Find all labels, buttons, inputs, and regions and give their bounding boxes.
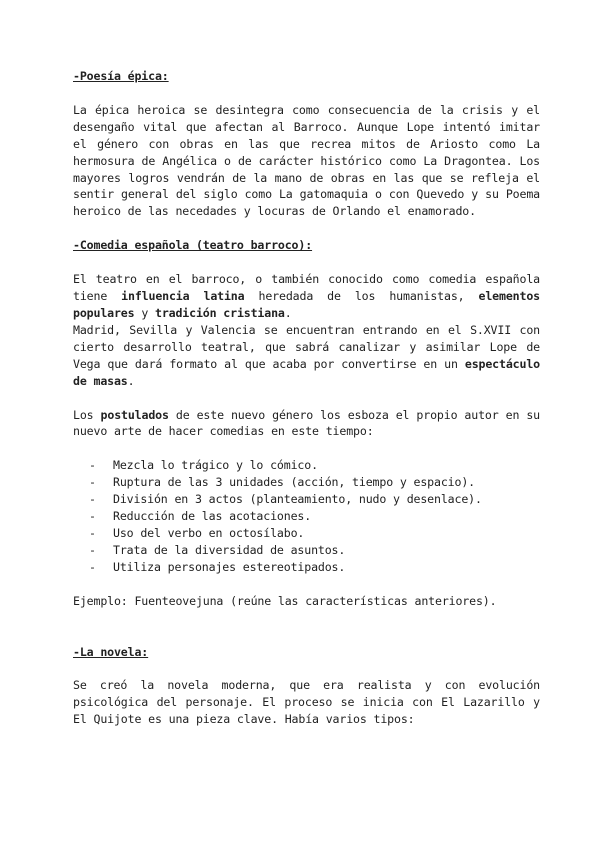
heading-poesia-epica: -Poesía épica: <box>73 69 169 83</box>
text-run: Madrid, Sevilla y Valencia se encuentran entrando en el S.XVII con cierto desarrollo teatral, que sabrá canalizar y asimilar Lope de Vega que dará formato al que acaba por convertirse en un <box>73 322 540 371</box>
bold-term: espectáculo de masas <box>73 356 540 388</box>
bullet-dash: - <box>89 458 96 473</box>
text-run: Los <box>73 407 101 422</box>
bullet-dash: - <box>89 559 96 574</box>
heading-novela: -La novela: <box>73 644 149 659</box>
list-item-text: Mezcla lo trágico y lo cómico. <box>113 458 318 473</box>
list-item <box>89 542 540 559</box>
bullet-dash: - <box>89 542 96 557</box>
paragraph-comedia-1 <box>73 271 540 322</box>
list-item <box>89 491 540 508</box>
text-run: . <box>284 305 292 320</box>
paragraph-comedia-2 <box>73 322 540 390</box>
bullet-list <box>73 457 540 575</box>
list-item-text: Trata de la diversidad de asuntos. <box>113 542 346 557</box>
list-item-text: Utiliza personajes estereotipados. <box>113 559 346 574</box>
text-run: de este nuevo género los esboza el propio autor en su nuevo arte de hacer comedias en este tiempo: <box>73 407 540 439</box>
paragraph-epica: La épica heroica se desintegra como consecuencia de la crisis y el desengaño vital que afectan al Barroco. Aunque Lope intentó imitar el género con obras en las que recrea mitos de Ariosto como La hermosura de Angélica o de carácter histórico como La Dragontea. Los mayores logros vendrán de la mano de obras en las que se refleja el sentir general del siglo como La gatomaquia o con Quevedo y su Poema heroico de las necedades y locuras de Orlando el enamorado. <box>73 102 540 219</box>
list-item <box>89 559 540 576</box>
text-run: heredada de los humanistas, <box>244 289 479 304</box>
list-item-text: División en 3 actos (planteamiento, nudo y desenlace). <box>113 492 482 507</box>
paragraph-comedia-3 <box>73 407 540 441</box>
bullet-dash: - <box>89 475 96 490</box>
list-item <box>89 474 540 491</box>
paragraph-novela: Se creó la novela moderna, que era realista y con evolución psicológica del personaje. El proceso se inicia con El Lazarillo y El Quijote es una pieza clave. Había varios tipos: <box>73 678 540 727</box>
list-item-text: Reducción de las acotaciones. <box>113 509 312 524</box>
bullet-dash: - <box>89 492 96 507</box>
text-run: y <box>134 305 155 320</box>
heading-comedia: -Comedia española (teatro barroco): <box>73 238 313 253</box>
bold-term: elementos populares <box>73 289 540 320</box>
bullet-dash: - <box>89 525 96 540</box>
bold-term: postulados <box>100 407 169 422</box>
list-item <box>89 525 540 542</box>
paragraph-ejemplo: Ejemplo: Fuenteovejuna (reúne las características anteriores). <box>73 593 497 608</box>
list-item <box>89 508 540 525</box>
text-run: El teatro en el barroco, o también conocido como comedia española tiene <box>73 272 540 304</box>
bold-term: influencia latina <box>121 289 245 304</box>
list-item <box>89 457 540 474</box>
list-item-text: Ruptura de las 3 unidades (acción, tiempo y espacio). <box>113 475 475 490</box>
list-item-text: Uso del verbo en octosílabo. <box>113 525 305 540</box>
bullet-dash: - <box>89 509 96 524</box>
text-run: . <box>127 373 135 388</box>
bold-term: tradición cristiana <box>154 305 285 320</box>
